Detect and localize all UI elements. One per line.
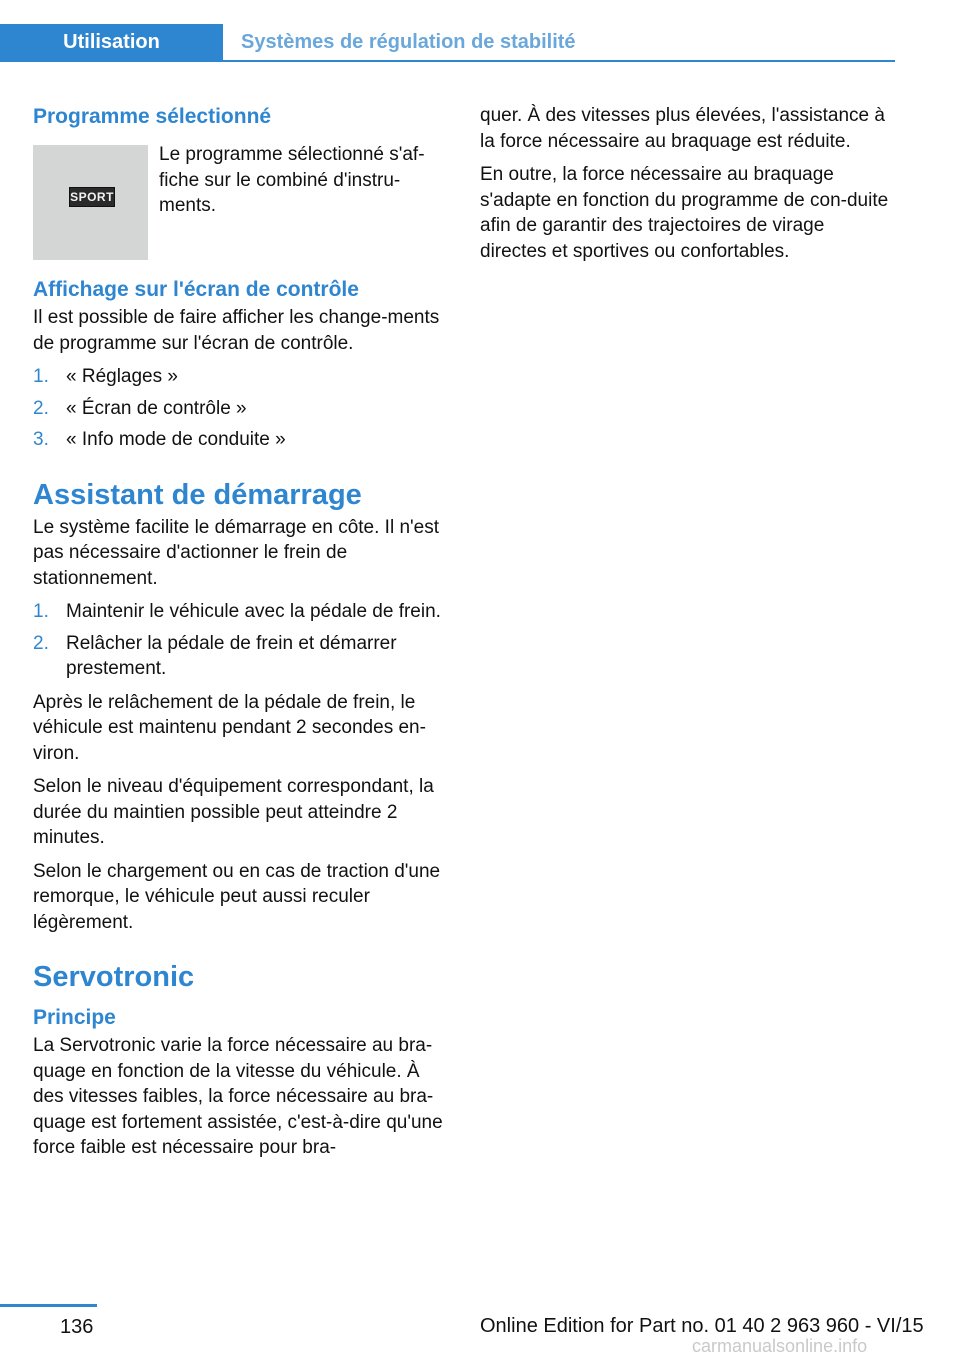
start-assist-steps <box>33 599 453 682</box>
footer-divider <box>0 1304 97 1307</box>
header-divider <box>0 60 895 62</box>
right-column <box>480 103 892 272</box>
page-number: 136 <box>60 1316 94 1338</box>
selected-program-text: Le programme sélectionné s'af-fiche sur le combiné d'instru-ments. <box>159 144 425 216</box>
start-assist-text-2: Selon le niveau d'équipement correspondant, la durée du maintien possible peut atteindre 2 minutes. <box>33 776 434 848</box>
selected-program-section <box>33 100 453 275</box>
servotronic-text: La Servotronic varie la force nécessaire au bra-quage en fonction de la vitesse du véhicule. À des vitesses faibles, la force nécessaire au bra-quage est fortement assistée, c'est-à-dire qu'une force faible est nécessaire pour bra- <box>33 1035 443 1158</box>
servotronic-principle-heading: Principe <box>33 1006 116 1029</box>
control-display-heading: Affichage sur l'écran de contrôle <box>33 278 359 301</box>
list-item: 1. « Réglages » <box>33 366 178 387</box>
control-display-text: Il est possible de faire afficher les change-ments de programme sur l'écran de contrôle. <box>33 307 440 354</box>
start-assist-text-3: Selon le chargement ou en cas de traction d'une remorque, le véhicule peut aussi reculer légèrement. <box>33 860 441 933</box>
sport-badge: SPORT <box>69 187 115 207</box>
section-title: Systèmes de régulation de stabilité <box>241 30 576 53</box>
start-assist-heading: Assistant de démarrage <box>33 478 362 511</box>
list-item: 3. « Info mode de conduite » <box>33 429 286 450</box>
servotronic-heading: Servotronic <box>33 961 195 993</box>
start-assist-intro: Le système facilite le démarrage en côte. Il n'est pas nécessaire d'actionner le frein de stationnement. <box>33 516 439 589</box>
start-assist-text-1: Après le relâchement de la pédale de frein, le véhicule est maintenu pendant 2 secondes en-viron. <box>33 691 426 764</box>
watermark: carmanualsonline.info <box>692 1336 868 1356</box>
list-item: 1. Maintenir le véhicule avec la pédale de frein. <box>33 601 441 622</box>
list-item: 2. Relâcher la pédale de frein et démarrer prestement. <box>33 632 397 679</box>
tab-utilisation: Utilisation <box>0 24 223 60</box>
servotronic-program-text: En outre, la force nécessaire au braquage s'adapte en fonction du programme de con-duite afin de garantir des trajectoires de virage directes et sportives ou confortables. <box>480 164 889 262</box>
servotronic-continued-text: quer. À des vitesses plus élevées, l'assistance à la force nécessaire au braquage est réduite. <box>480 105 885 152</box>
left-column <box>33 100 453 1169</box>
list-item: 2. « Écran de contrôle » <box>33 397 247 419</box>
control-display-steps <box>33 364 453 453</box>
sport-display-image <box>33 145 148 260</box>
edition-info: Online Edition for Part no. 01 40 2 963 960 - VI/15 <box>480 1315 924 1337</box>
selected-program-heading: Programme sélectionné <box>33 105 272 128</box>
page-header <box>0 24 895 62</box>
